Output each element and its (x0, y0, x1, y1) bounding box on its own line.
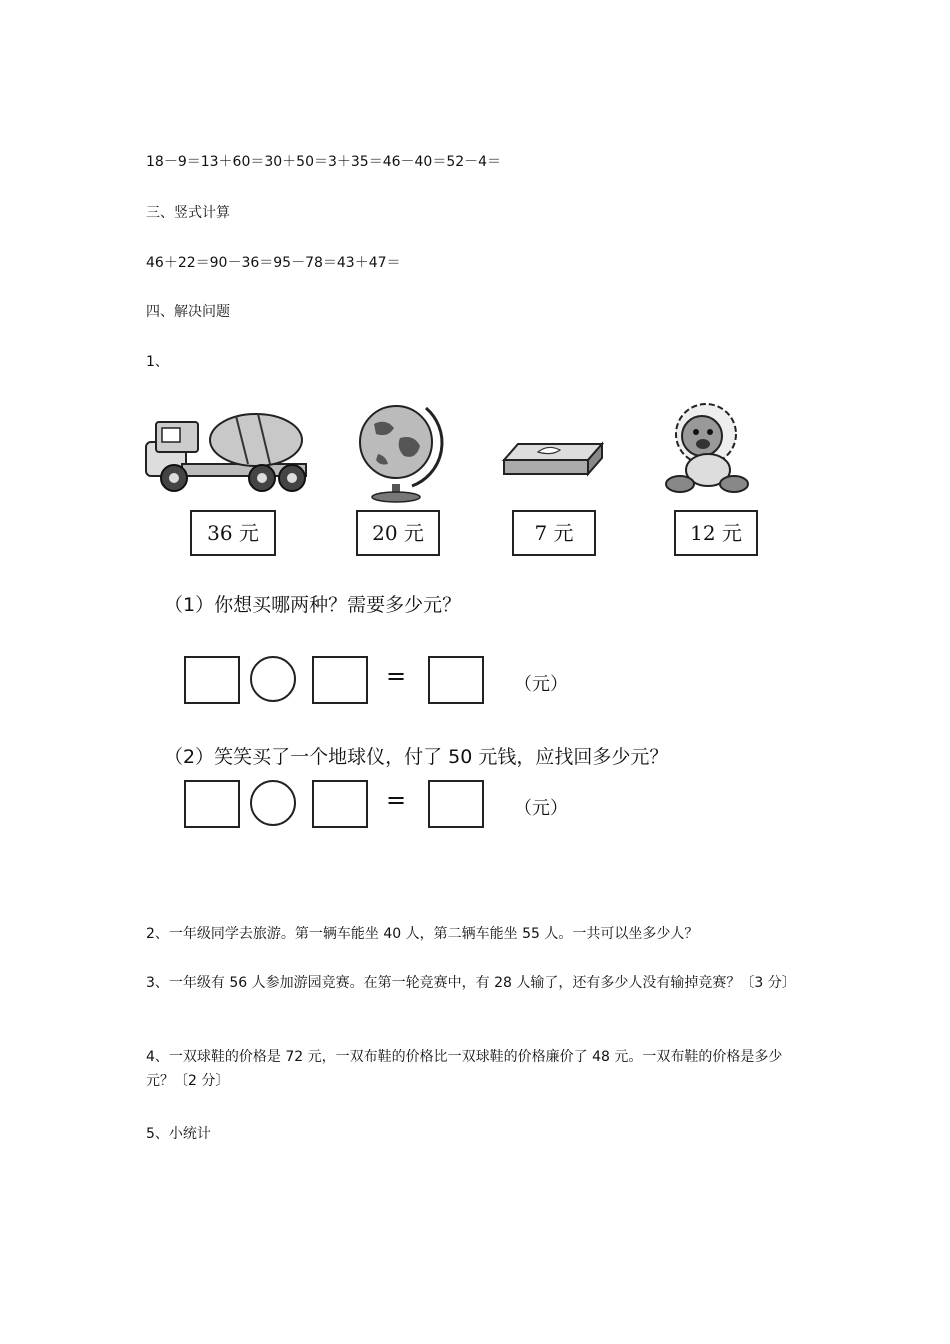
sub-question-1: （1）你想买哪两种？需要多少元？ (164, 594, 462, 616)
section-4-heading: 四、解决问题 (146, 304, 230, 320)
oral-calculation-line: 18－9＝13＋60＝30＋50＝3＋35＝46－40＝52－4＝ (146, 154, 502, 170)
unit-label: （元） (514, 798, 568, 819)
answer-box[interactable] (312, 656, 368, 704)
price-label-toy-lion: 12 元 (674, 510, 758, 556)
mixer-truck-icon (142, 398, 314, 498)
problem-4: 4、一双球鞋的价格是 72 元，一双布鞋的价格比一双球鞋的价格廉价了 48 元。一双布鞋的价格是多少元？〔2 分〕 (146, 1049, 783, 1089)
price-items (140, 398, 780, 568)
answer-box[interactable] (184, 780, 240, 828)
price-label-pencil-case: 7 元 (512, 510, 596, 556)
operator-circle[interactable] (250, 780, 296, 826)
sub-question-2: （2）笑笑买了一个地球仪，付了 50 元钱，应找回多少元？ (164, 746, 669, 768)
section-3-heading: 三、竖式计算 (146, 205, 230, 221)
problem-3: 3、一年级有 56 人参加游园竞赛。在第一轮竞赛中，有 28 人输了，还有多少人没有输掉竞赛？〔3 分〕 (146, 975, 796, 991)
answer-box[interactable] (428, 656, 484, 704)
problem-2: 2、一年级同学去旅游。第一辆车能坐 40 人，第二辆车能坐 55 人。一共可以坐多少人？ (146, 926, 699, 942)
answer-box[interactable] (184, 656, 240, 704)
problem-1-number: 1、 (146, 354, 169, 370)
answer-row-2 (184, 780, 604, 832)
unit-label: （元） (514, 674, 568, 695)
toy-lion-icon (658, 398, 754, 498)
problem-5: 5、小统计 (146, 1126, 211, 1142)
answer-box[interactable] (312, 780, 368, 828)
price-label-globe: 20 元 (356, 510, 440, 556)
answer-row-1 (184, 656, 604, 708)
globe-icon (352, 398, 448, 504)
operator-circle[interactable] (250, 656, 296, 702)
pencil-case-icon (498, 398, 604, 498)
answer-box[interactable] (428, 780, 484, 828)
vertical-calculation-line: 46＋22＝90－36＝95－78＝43＋47＝ (146, 255, 401, 271)
equals-sign: = (386, 662, 407, 690)
price-label-truck: 36 元 (190, 510, 276, 556)
equals-sign: = (386, 786, 407, 814)
